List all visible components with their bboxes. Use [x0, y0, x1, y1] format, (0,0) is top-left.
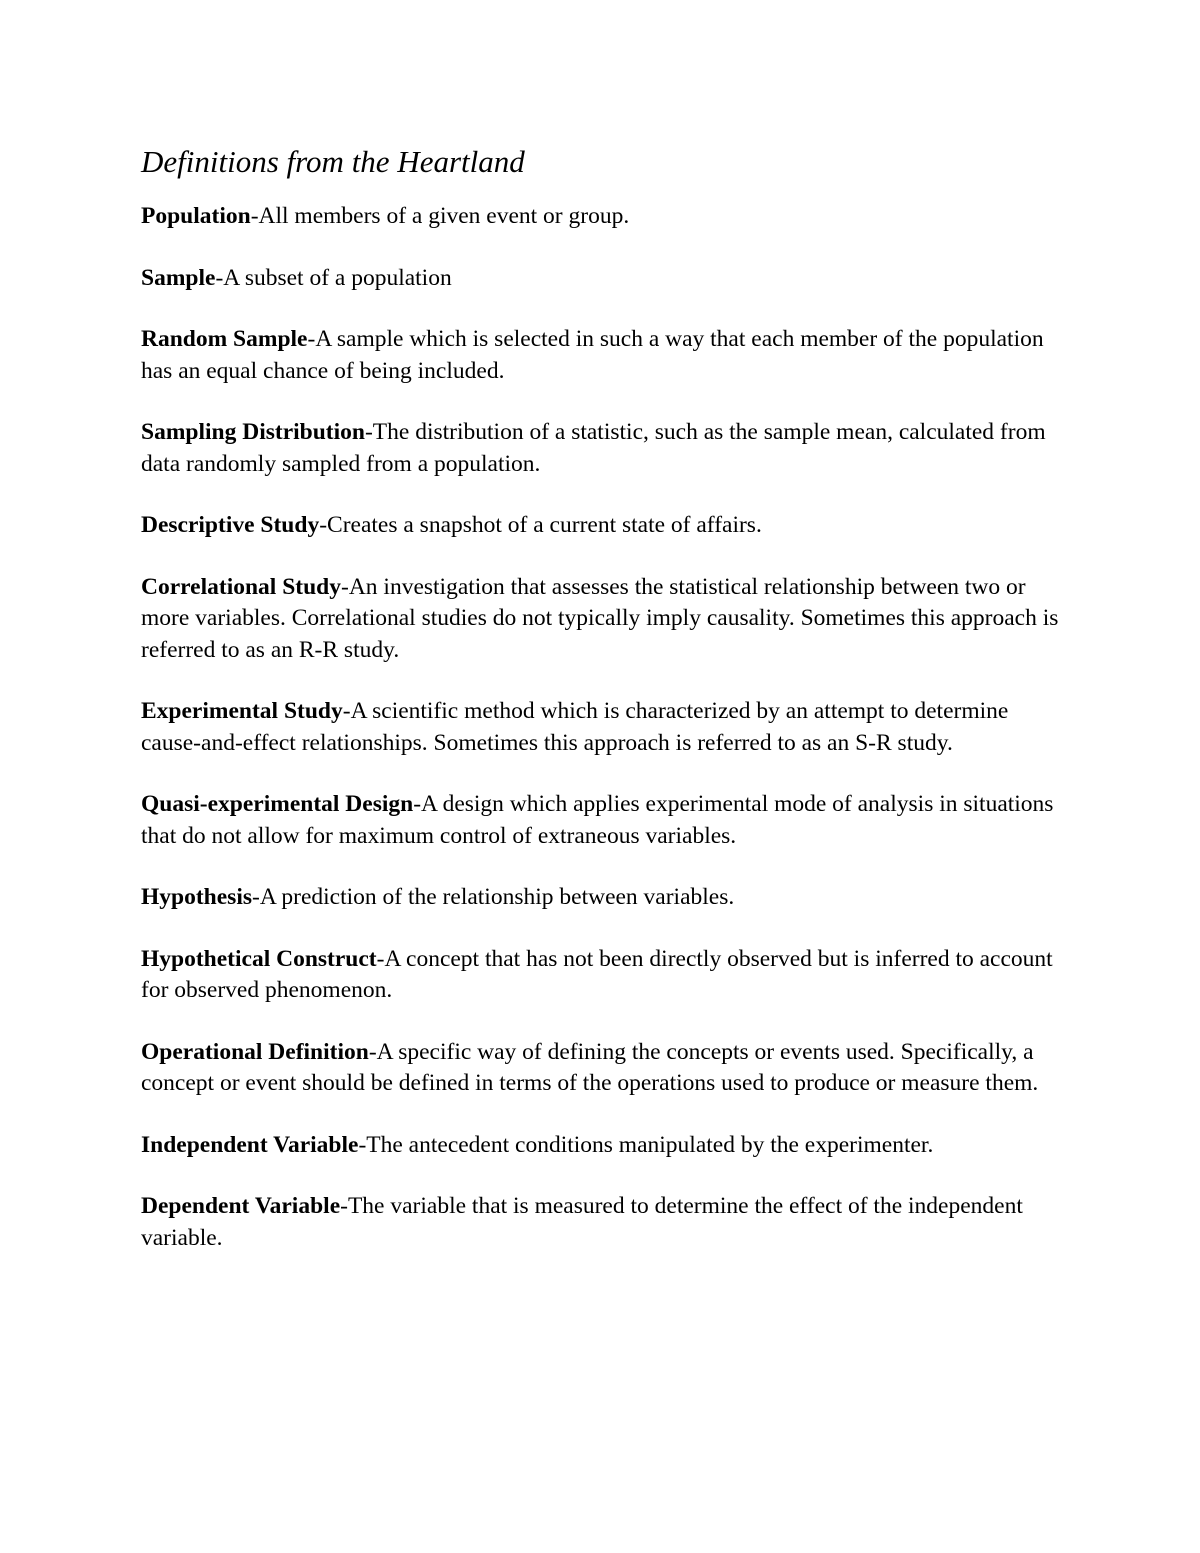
- term-separator: -: [364, 419, 373, 445]
- definition-entry-dependent-variable: [141, 1191, 1071, 1254]
- definition-term: Random Sample: [141, 326, 308, 352]
- term-separator: -: [252, 884, 260, 910]
- term-separator: -: [413, 791, 422, 817]
- term-separator: -: [376, 945, 385, 972]
- definition-term: Quasi-experimental Design: [141, 791, 414, 817]
- document-page: [141, 140, 1071, 1284]
- definition-text: A prediction of the relationship between variables.: [259, 884, 735, 910]
- definition-term: Descriptive Study: [141, 512, 320, 538]
- definition-text: A subset of a population: [223, 264, 452, 291]
- definition-text: The antecedent conditions manipulated by the experimenter.: [366, 1131, 934, 1158]
- definition-text: A concept that has not been directly observed but is inferred to account for observed phenomenon.: [141, 945, 1053, 1003]
- definition-term: Operational Definition: [141, 1038, 369, 1065]
- definition-entry-experimental-study: [141, 696, 1071, 759]
- definition-entry-population: [141, 201, 1071, 233]
- definition-entry-hypothetical-construct: [141, 944, 1071, 1007]
- definition-entry-quasi-experimental-design: [141, 789, 1071, 852]
- definition-text: The variable that is measured to determine the effect of the independent variable.: [141, 1193, 1023, 1251]
- term-separator: -: [250, 203, 259, 229]
- definition-entry-hypothesis: [141, 882, 1071, 914]
- definition-term: Correlational Study: [141, 573, 341, 600]
- definition-text: A sample which is selected in such a way that each member of the population has an equal chance of being included.: [141, 326, 1044, 384]
- definition-text: A scientific method which is characterized by an attempt to determine cause-and-effect relationships. Sometimes this approach is referred to as an S-R study.: [141, 698, 1009, 756]
- definition-term: Independent Variable: [141, 1131, 359, 1158]
- definition-text: Creates a snapshot of a current state of affairs.: [327, 512, 762, 538]
- definition-term: Sampling Distribution: [141, 419, 365, 445]
- term-separator: -: [215, 264, 224, 291]
- definition-term: Population: [141, 203, 251, 229]
- term-separator: -: [307, 326, 316, 352]
- definition-text: An investigation that assesses the statistical relationship between two or more variables. Correlational studies do not typically imply causality. Sometimes this approach is referred to as an R-R study.: [141, 573, 1059, 663]
- definition-entry-sampling-distribution: [141, 417, 1071, 480]
- definition-entry-sample: [141, 263, 1071, 295]
- term-separator: -: [358, 1131, 367, 1158]
- term-separator: -: [319, 512, 328, 538]
- definition-text: All members of a given event or group.: [258, 203, 630, 229]
- definition-entry-correlational-study: [141, 572, 1071, 667]
- term-separator: -: [340, 1193, 348, 1219]
- definition-term: Experimental Study: [141, 698, 343, 724]
- definition-text: The distribution of a statistic, such as the sample mean, calculated from data randomly sampled from a population.: [141, 419, 1046, 477]
- definition-entry-descriptive-study: [141, 510, 1071, 542]
- term-separator: -: [342, 698, 351, 724]
- definition-entry-independent-variable: [141, 1130, 1071, 1162]
- definition-term: Sample: [141, 264, 216, 291]
- definition-term: Hypothetical Construct: [141, 945, 377, 972]
- definition-term: Dependent Variable: [141, 1193, 341, 1219]
- definition-term: Hypothesis: [141, 884, 252, 910]
- term-separator: -: [340, 573, 349, 600]
- definition-entry-random-sample: [141, 324, 1071, 387]
- definition-entry-operational-definition: [141, 1037, 1071, 1100]
- definition-text: A specific way of defining the concepts or events used. Specifically, a concept or event should be defined in terms of the operations used to produce or measure them.: [141, 1038, 1039, 1096]
- term-separator: -: [368, 1038, 377, 1065]
- definition-text: A design which applies experimental mode of analysis in situations that do not allow for maximum control of extraneous variables.: [141, 791, 1054, 849]
- document-title: Definitions from the Heartland: [141, 144, 525, 179]
